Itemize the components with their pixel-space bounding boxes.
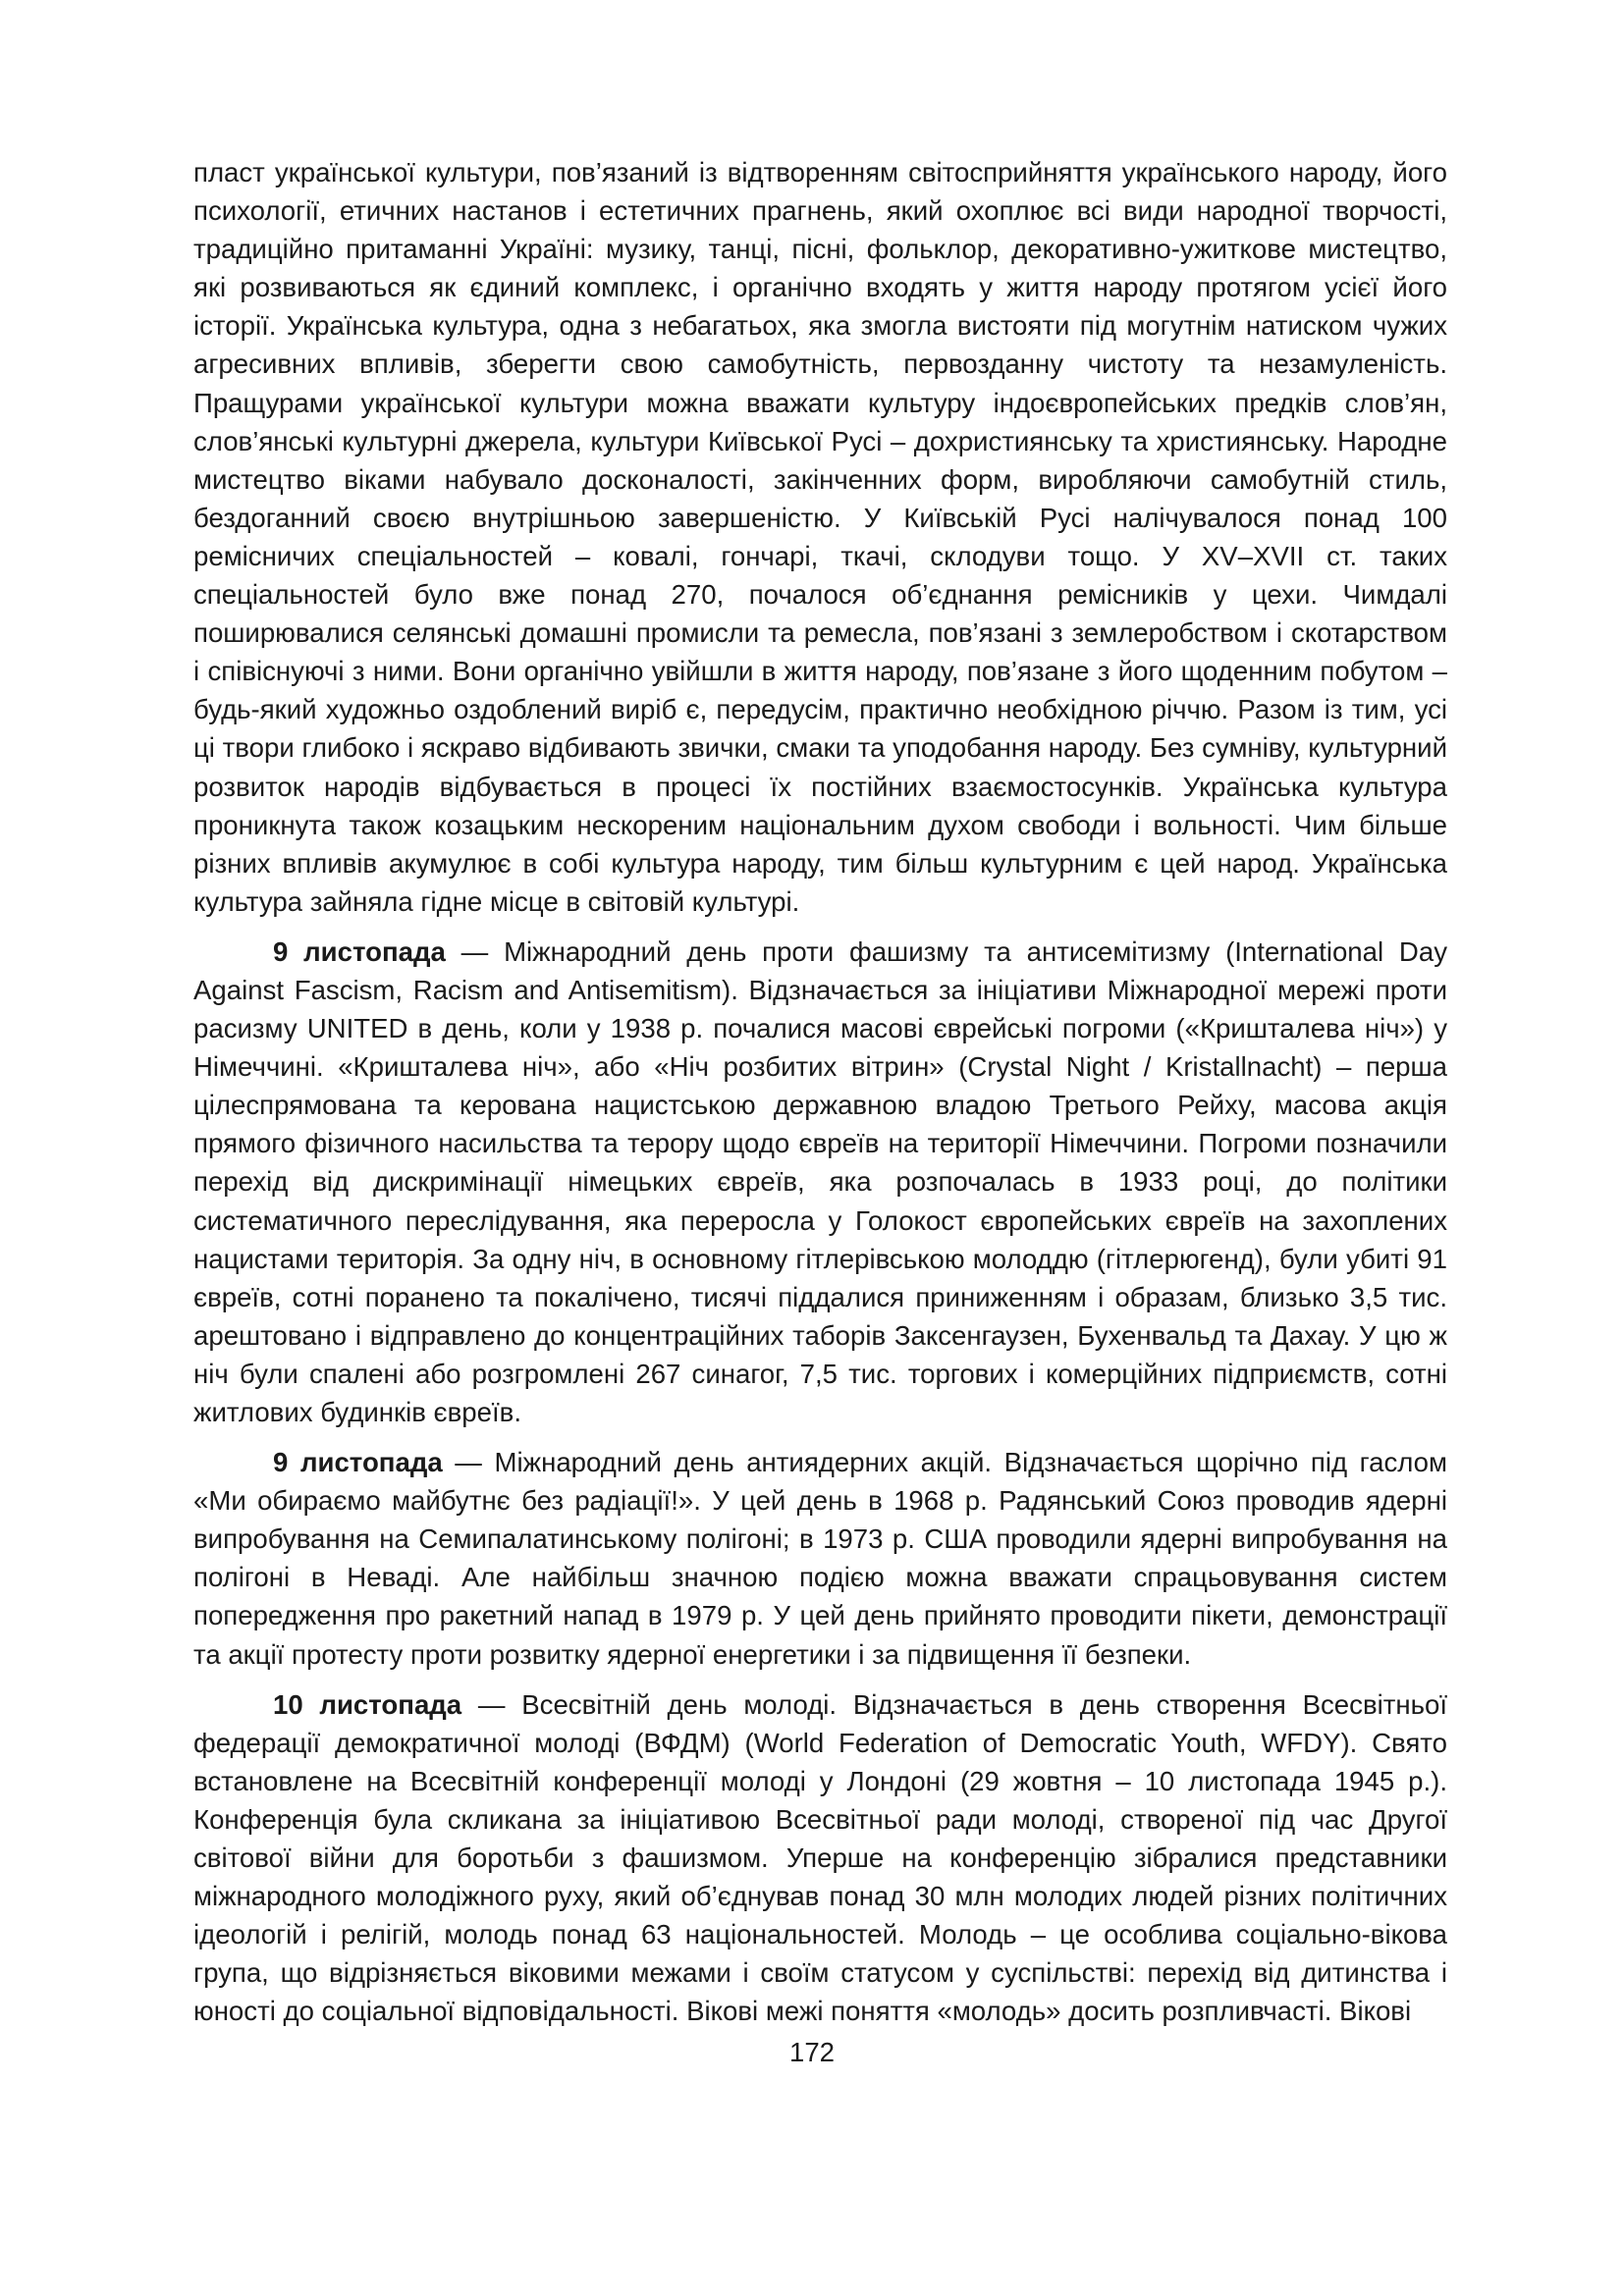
continuation-paragraph: пласт української культури, пов’язаний із відтворенням світосприйняття українського народу, його психології, етичних настанов і естетичних прагнень, який охоплює всі види народної творчості, традиційно притаманні Україні: музику, танці, пісні, фольклор, декоративно-ужиткове мистецтво, які розвиваються як єдиний комплекс, і органічно входять у життя народу протягом усієї його історії. Українська культура, одна з небагатьох, яка змогла вистояти під могутнім натиском чужих агресивних впливів, зберегти свою самобутність, первозданну чистоту та незамуленість. Пращурами української культури можна вважати культуру індоєвропейських предків слов’ян, слов’янські культурні джерела, культури Київської Русі – дохристиянську та християнську. Народне мистецтво віками набувало досконалості, закінченних форм, виробляючи самобутній стиль, бездоганний своєю внутрішньою завершеністю. У Київській Русі налічувалося понад 100 ремісничих спеціальностей – ковалі, гончарі, ткачі, склодуви тощо. У XV–XVII ст. таких спеціальностей було вже понад 270, почалося об’єднання ремісників у цехи. Чимдалі поширювалися селянські домашні промисли та ремесла, пов’язані з землеробством і скотарством і співіснуючі з ними. Вони органічно увійшли в життя народу, пов’язане з його щоденним побутом – будь-який художньо оздоблений виріб є, передусім, практично необхідною річчю. Разом із тим, усі ці твори глибоко і яскраво відбивають звички, смаки та уподобання народу. Без сумніву, культурний розвиток народів відбувається в процесі їх постійних взаємостосунків. Українська культура проникнута також козацьким нескореним національним духом свободи і вольності. Чим більше різних впливів акумулює в собі культура народу, тим більш культурним є цей народ. Українська культура зайняла гідне місце в світовій культурі. — [193, 157, 1447, 917]
entry-date: 9 листопада — [273, 935, 446, 967]
entry-text: — Міжнародний день проти фашизму та антисемітизму (International Day Against Fascism, Racism and Antisemitism). Відзначається за ініціативи Міжнародної мережі проти расизму UNITED в день, коли у 1938 р. почалися масові єврейські погроми («Кришталева ніч») у Німеччині. «Кришталева ніч», або «Ніч розбитих вітрин» (Crystal Night / Kristallnacht) – перша цілеспрямована та керована нацистською державною владою Третього Рейху, масова акція прямого фізичного насильства та терору щодо євреїв на території Німеччини. Погроми позначили перехід від дискримінації німецьких євреїв, яка розпочалась в 1933 році, до політики систематичного переслідування, яка переросла у Голокост європейських євреїв на захоплених нацистами територія. За одну ніч, в основному гітлерівською молоддю (гітлерюгенд), були убиті 91 євреїв, сотні поранено та покалічено, тисячі піддалися приниженням і образам, близько 3,5 тис. арештовано і відправлено до концентраційних таборів Заксенгаузен, Бухенвальд та Дахау. У цю ж ніч були спалені або розгромлені 267 синагог, 7,5 тис. торгових і комерційних підприємств, сотні житлових будинків євреїв. — [193, 935, 1448, 1427]
entry-date: 9 листопада — [273, 1447, 443, 1478]
entry-paragraph-youth-day — [193, 1685, 1447, 2031]
entry-date: 10 листопада — [273, 1688, 462, 1720]
entry-paragraph-antinuclear — [193, 1443, 1447, 1674]
entry-text: — Всесвітній день молоді. Відзначається в день створення Всесвітньої федерації демократичної молоді (ВФДМ) (World Federation of Democratic Youth, WFDY). Свято встановлене на Всесвітній конференції молоді у Лондоні (29 жовтня – 10 листопада 1945 р.). Конференція була скликана за ініціативою Всесвітньої ради молоді, створеної під час Другої світової війни для боротьби з фашизмом. Уперше на конференцію зібралися представники міжнародного молодіжного руху, який об’єднував понад 30 млн молодих людей різних політичних ідеологій і релігій, молодь понад 63 національностей. Молодь – це особлива соціально-вікова група, що відрізняється віковими межами і своїм статусом у суспільстві: перехід від дитинства і юності до соціальної відповідальності. Вікові межі поняття «молодь» досить розпливчасті. Вікові — [193, 1688, 1447, 2027]
document-page — [193, 153, 1447, 2043]
entry-paragraph-antifascism — [193, 933, 1447, 1431]
entry-text: — Міжнародний день антиядерних акцій. Відзначається щорічно під гаслом «Ми обираємо майбутнє без радіації!». У цей день в 1968 р. Радянський Союз проводив ядерні випробування на Семипалатинському полігоні; в 1973 р. США проводили ядерні випробування на полігоні в Неваді. Але найбільш значною подією можна вважати спрацьовування систем попередження про ракетний напад в 1979 р. У цей день прийнято проводити пікети, демонстрації та акції протесту проти розвитку ядерної енергетики і за підвищення її безпеки. — [193, 1447, 1448, 1670]
page-number: 172 — [788, 2037, 836, 2067]
